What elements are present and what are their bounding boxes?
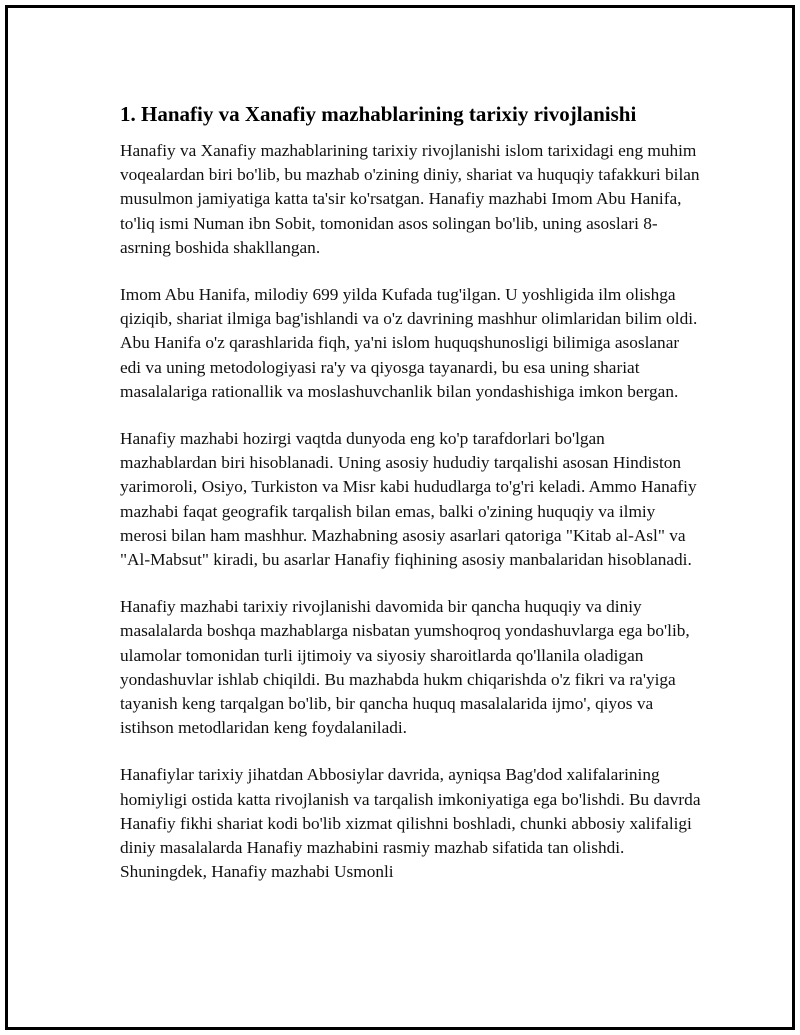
paragraph-1: Hanafiy va Xanafiy mazhablarining tarixiy rivojlanishi islom tarixidagi eng muhim voqealardan biri bo'lib, bu mazhab o'zining diniy, shariat va huquqiy tafakkuri bilan musulmon jamiyatiga katta ta'sir ko'rsatgan. Hanafiy mazhabi Imom Abu Hanifa, to'liq ismi Numan ibn Sobit, tomonidan asos solingan bo'lib, uning asoslari 8-asrning boshida shakllangan. [120,141,700,257]
page-frame [5,5,795,1030]
paragraph-4: Hanafiy mazhabi tarixiy rivojlanishi davomida bir qancha huquqiy va diniy masalalarda boshqa mazhablarga nisbatan yumshoqroq yondashuvlarga ega bo'lib, ulamolar tomonidan turli ijtimoiy va siyosiy sharoitlarda qo'llanila oladigan yondashuvlar ishlab chiqildi. Bu mazhabda hukm chiqarishda o'z fikri va ra'yiga tayanish keng tarqalgan bo'lib, bir qancha huquq masalalarida ijmo', qiyos va istihson metodlaridan keng foydalaniladi. [120,597,690,738]
paragraph-5: Hanafiylar tarixiy jihatdan Abbosiylar davrida, ayniqsa Bag'dod xalifalarining homiyligi ostida katta rivojlanish va tarqalish imkoniyatiga ega bo'lishdi. Bu davrda Hanafiy fikhi shariat kodi bo'lib xizmat qilishni boshladi, chunki abbosiy xalifaligi diniy masalalarda Hanafiy mazhabini rasmiy mazhab sifatida tan olishdi. Shuningdek, Hanafiy mazhabi Usmonli [120,765,701,882]
paragraph-3: Hanafiy mazhabi hozirgi vaqtda dunyoda eng ko'p tarafdorlari bo'lgan mazhablardan biri hisoblanadi. Uning asosiy hududiy tarqalishi asosan Hindiston yarimoroli, Osiyo, Turkiston va Misr kabi hududlarga to'g'ri keladi. Ammo Hanafiy mazhabi faqat geografik tarqalish bilan emas, balki o'zining huquqiy va ilmiy merosi bilan ham mashhur. Mazhabning asosiy asarlari qatoriga "Kitab al-Asl" va "Al-Mabsut" kiradi, bu asarlar Hanafiy fiqhining asosiy manbalaridan hisoblanadi. [120,429,697,570]
paragraph-2: Imom Abu Hanifa, milodiy 699 yilda Kufada tug'ilgan. U yoshligida ilm olishga qiziqib, shariat ilmiga bag'ishlandi va o'z davrining mashhur olimlaridan bilim oldi. Abu Hanifa o'z qarashlarida fiqh, ya'ni islom huquqshunosligi bilimiga asoslanar edi va uning metodologiyasi ra'y va qiyosga tayanardi, bu esa uning shariat masalalariga rationallik va moslashuvchanlik bilan yondashishiga imkon bergan. [120,285,698,401]
document-body [120,100,702,907]
section-heading: 1. Hanafiy va Xanafiy mazhablarining tarixiy rivojlanishi [120,102,637,126]
